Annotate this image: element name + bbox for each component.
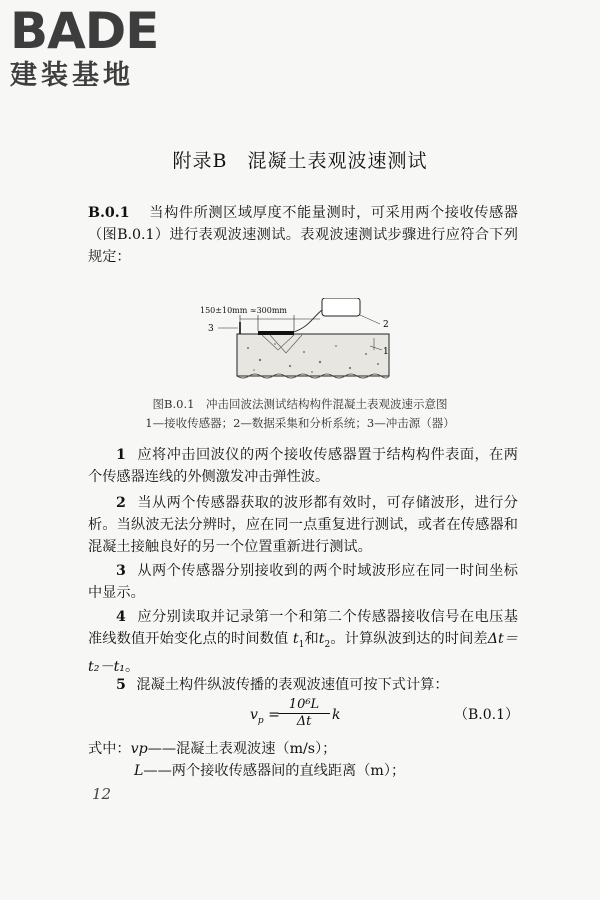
item-number: 5: [116, 677, 126, 693]
item-text: 从两个传感器分别接收到的两个时域波形应在同一时间坐标中显示。: [88, 563, 518, 601]
item-text: 应将冲击回波仪的两个接收传感器置于结构构件表面，在两个传感器连线的外侧激发冲击弹性波。: [88, 447, 518, 485]
clause-number: B.0.1: [88, 205, 130, 221]
item-text: 应分别读取并记录第一个和第二个传感器接收信号在电压基准线数值开始变化点的时间数值: [88, 609, 518, 647]
item-1: [88, 444, 518, 488]
daq-box: [322, 298, 360, 316]
formula-denominator: Δt: [296, 714, 312, 729]
figure-caption: 图B.0.1 冲击回波法测试结构构件混凝土表观波速示意图: [152, 397, 448, 411]
callout-1: 1: [383, 347, 389, 357]
formula-fraction: [278, 697, 330, 729]
formula-lhs: $v_p$ =: [250, 707, 280, 726]
callout-3: 3: [208, 324, 214, 334]
sensor-cable: [294, 310, 322, 332]
item-number: 2: [116, 495, 126, 511]
impact-echo-diagram: [200, 298, 400, 388]
symbol-vp: vp: [130, 741, 148, 757]
bade-logo: [10, 2, 159, 91]
formula-factor: k: [332, 707, 341, 723]
receiving-sensors: [258, 331, 294, 335]
item-2: [88, 492, 518, 558]
item-number: 3: [116, 563, 126, 579]
clause-b01: [88, 202, 518, 268]
formula-numerator: 10⁶L: [278, 697, 330, 714]
formula-reference: （B.0.1）: [454, 707, 520, 723]
figure-legend: 1—接收传感器；2—数据采集和分析系统；3—冲击源（器）: [145, 416, 455, 430]
item-number: 1: [116, 447, 126, 463]
delta-t-expression: Δt＝t₂－t₁: [88, 631, 518, 675]
clause-text: 当构件所测区域厚度不能量测时，可采用两个接收传感器（图B.0.1）进行表观波速测试。表观波速测试步骤进行应符合下列规定：: [88, 205, 518, 265]
logo-wordmark: BADE: [10, 2, 159, 60]
page-number: 12: [92, 785, 112, 803]
concrete-block: [237, 334, 389, 376]
dimension-label: 150±10mm ≈300mm: [200, 306, 288, 315]
appendix-title: 附录B 混凝土表观波速测试: [172, 150, 428, 172]
item-4: 4 应分别读取并记录第一个和第二个传感器接收信号在电压基准线数值开始变化点的时间数值 $t_1$和$t_2$。计算纵波到达的时间差Δt＝t₂－t₁。: [88, 609, 518, 675]
item-5: [88, 674, 518, 696]
symbol-L: L: [134, 763, 144, 779]
item-3: [88, 560, 518, 604]
item-text: 混凝土构件纵波传播的表观波速值可按下式计算：: [136, 677, 449, 693]
where-line-2: L——两个接收传感器间的直线距离（m）；: [134, 763, 406, 779]
item-text: 当从两个传感器获取的波形都有效时，可存储波形，进行分析。当纵波无法分辨时，应在同一点重复进行测试，或者在传感器和混凝土接触良好的另一个位置重新进行测试。: [88, 495, 518, 555]
where-line-1: 式中：vp——混凝土表观波速（m/s）；: [88, 741, 337, 757]
logo-subtitle: 建装基地: [10, 60, 134, 91]
item-number: 4: [116, 609, 126, 625]
callout-2: 2: [383, 320, 389, 330]
